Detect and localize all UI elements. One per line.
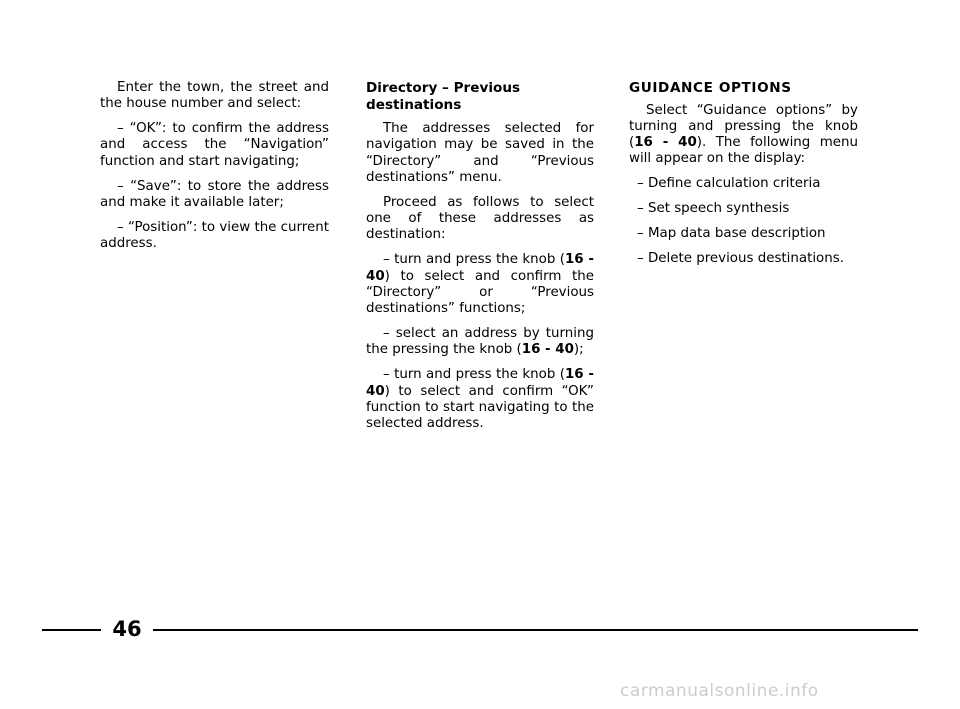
watermark: carmanualsonline.info [620, 681, 819, 701]
knob-reference: 16 - 40 [366, 367, 594, 399]
column-right [629, 80, 858, 276]
directory-step-3: – turn and press the knob (16 - 40) to select and confirm “OK” function to start navigating to the selected address. [366, 367, 594, 432]
position-option-paragraph: – “Position”: to view the current address. [100, 219, 329, 252]
guidance-menu-item: – Map data base description [637, 226, 826, 242]
column-middle [366, 80, 594, 441]
guidance-options-heading: GUIDANCE OPTIONS [629, 80, 792, 96]
guidance-menu-item: – Define calculation criteria [637, 176, 821, 192]
column-left [100, 80, 329, 261]
save-option-paragraph: – “Save”: to store the address and make it available later; [100, 178, 329, 210]
footer-rule-right [153, 629, 918, 631]
knob-reference: 16 - 40 [521, 342, 574, 358]
directory-step-1: – turn and press the knob (16 - 40) to select and confirm the “Directory” or “Previous destinations” functions; [366, 252, 594, 317]
directory-heading: Directory – Previous destinations [366, 80, 521, 113]
guidance-menu-item: – Delete previous destinations. [637, 250, 844, 266]
guidance-menu-item: – Set speech synthesis [637, 201, 790, 217]
directory-intro-paragraph: The addresses selected for navigation may be saved in the “Directory” and “Previous destinations” menu. [366, 121, 594, 185]
directory-step-2: – select an address by turning the pressing the knob (16 - 40); [366, 326, 594, 358]
directory-proceed-paragraph: Proceed as follows to select one of these addresses as destination: [366, 194, 594, 243]
ok-option-paragraph: – “OK”: to confirm the address and access the “Navigation” function and start navigating; [100, 121, 329, 169]
guidance-intro-paragraph: Select “Guidance options” by turning and pressing the knob (16 - 40). The following menu will appear on the display: [629, 102, 858, 167]
intro-paragraph: Enter the town, the street and the house number and select: [100, 80, 329, 112]
knob-reference: 16 - 40 [634, 135, 697, 151]
page-number: 46 [112, 617, 142, 641]
knob-reference: 16 - 40 [366, 252, 594, 284]
footer-rule-left [42, 629, 101, 631]
